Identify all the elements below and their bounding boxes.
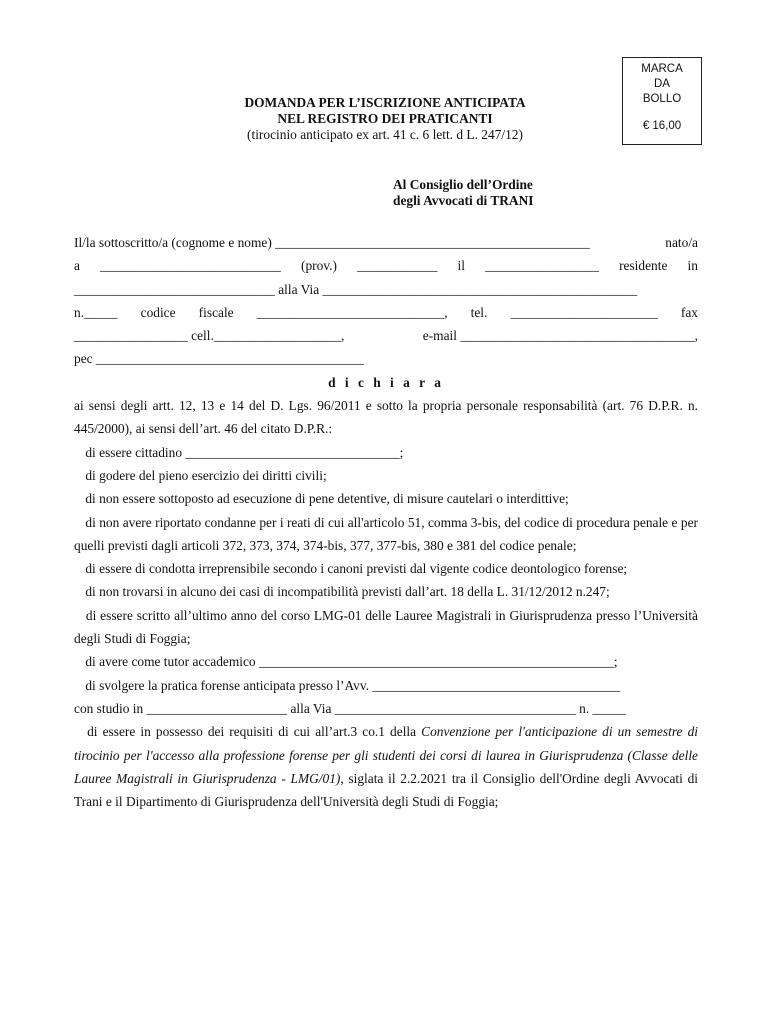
name-field[interactable]: Il/la sottoscritto/a (cognome e nome) _______________________________________________ [74,235,590,250]
lawyer-field[interactable]: di svolgere la pratica forense anticipata presso l’Avv. _____________________________________ [85,677,621,693]
document-title-block [160,95,610,143]
fiscal-code-field[interactable]: ____________________________, [256,304,448,320]
item-incompatibility-text: di non trovarsi in alcuno dei casi di incompatibilità previsti dall’art. 18 della L. 31/12/2012 n.247; [85,584,610,600]
mobile-field[interactable]: _________________ cell.___________________, [74,328,345,344]
intro-paragraph: ai sensi degli artt. 12, 13 e 14 del D. Lgs. 96/2011 e sotto la propria personale responsabilità (art. 76 D.P.R. n. 445/2000), ai sensi dell’art. 46 del citato D.P.R.: [74,398,698,437]
phone-label: tel. [470,304,488,320]
declares-heading: d i c h i a r a [328,374,444,390]
birthplace-field[interactable]: ___________________________ [100,258,281,274]
item-requirements-text-2: , siglata il 2.2.2021 tra il Consiglio dell'Ordine degli Avvocati di Trani e il Dipartimento di Giurisprudenza dell'Università degli Studi di Foggia; [74,770,698,810]
province-field[interactable]: ____________ [357,258,438,274]
phone-field[interactable]: ______________________ [510,304,658,320]
birthplace-line [74,254,698,277]
item-civil-rights [74,464,698,487]
name-line [74,231,698,254]
email-field[interactable]: e-mail ___________________________________, [422,328,698,344]
birthdate-field[interactable]: _________________ [485,258,599,274]
item-tutor [74,650,698,673]
item-requirements-text: di essere in possesso dei requisiti di cui all’art.3 co.1 della [87,724,422,740]
province-label: (prov.) [300,258,337,274]
item-citizenship [74,441,698,464]
birthdate-label: il [457,258,465,274]
item-last-year-text: di essere scritto all’ultimo anno del corso LMG-01 delle Lauree Magistrali in Giurisprudenza presso l’Università degli Studi di Foggia; [74,607,698,647]
recipient-line-1: Al Consiglio dell’Ordine [393,177,533,192]
item-civil-rights-text: di godere del pieno esercizio dei diritti civili; [85,467,327,483]
item-no-sentences-text: di non essere sottoposto ad esecuzione di pene detentive, di misure cautelari o interdittive; [85,491,569,507]
item-practice [74,674,698,697]
item-requirements [74,720,698,813]
contacts-line [74,324,698,347]
convention-title: Convenzione per l'anticipazione di un semestre di tirocinio per l'accesso alla professione forense per gli studenti dei corsi di laurea in Giurisprudenza (Classe delle Lauree Magistrali in Giurisprudenza - LMG/01) [74,724,698,786]
item-incompatibility [74,580,698,603]
item-last-year [74,604,698,651]
residence-in-label: in [687,258,698,274]
stamp-line-2: DA [654,78,670,90]
revenue-stamp-box [622,57,702,145]
fax-label: fax [680,304,698,320]
item-practice-address[interactable]: con studio in _____________________ alla Via ____________________________________ n. _____ [74,700,627,716]
fiscal-code-label-2: fiscale [198,304,234,320]
item-conduct-text: di essere di condotta irreprensibile secondo i canoni previsti dal vigente codice deontologico forense; [85,561,628,577]
fiscal-code-label: codice [140,304,176,320]
born-label: nato/a [665,235,698,250]
recipient-line-2: degli Avvocati di TRANI [393,193,534,208]
birthplace-label: a [74,258,80,274]
address-line[interactable]: ______________________________ alla Via _______________________________________________ [74,281,638,297]
item-no-sentences [74,487,698,510]
residence-label: residente [619,258,668,274]
recipient-block [393,177,534,209]
document-title-line-2: NEL REGISTRO DEI PRATICANTI [277,111,493,126]
form-body [74,231,698,813]
stamp-line-1: MARCA [641,63,683,75]
item-no-convictions [74,511,698,558]
stamp-line-3: BOLLO [642,93,682,105]
pec-line[interactable]: pec ________________________________________ [74,351,364,367]
document-subtitle: (tirocinio anticipato ex art. 41 c. 6 lett. d L. 247/12) [247,127,523,142]
item-no-convictions-text: di non avere riportato condanne per i reati di cui all'articolo 51, comma 3-bis, del codice di procedura penale e per quelli previsti dagli articoli 372, 373, 374, 374-bis, 377, 377-bis, 380 e 381 del codice penale; [74,514,698,553]
fiscal-code-line [74,301,698,324]
item-citizenship-text: di essere cittadino ________________________________; [85,444,404,460]
tutor-field[interactable]: di avere come tutor accademico _____________________________________________________; [85,654,618,670]
item-conduct [74,557,698,580]
street-number-field[interactable]: n._____ [74,304,118,320]
stamp-price: € 16,00 [642,120,682,132]
document-title-line-1: DOMANDA PER L’ISCRIZIONE ANTICIPATA [244,95,526,110]
